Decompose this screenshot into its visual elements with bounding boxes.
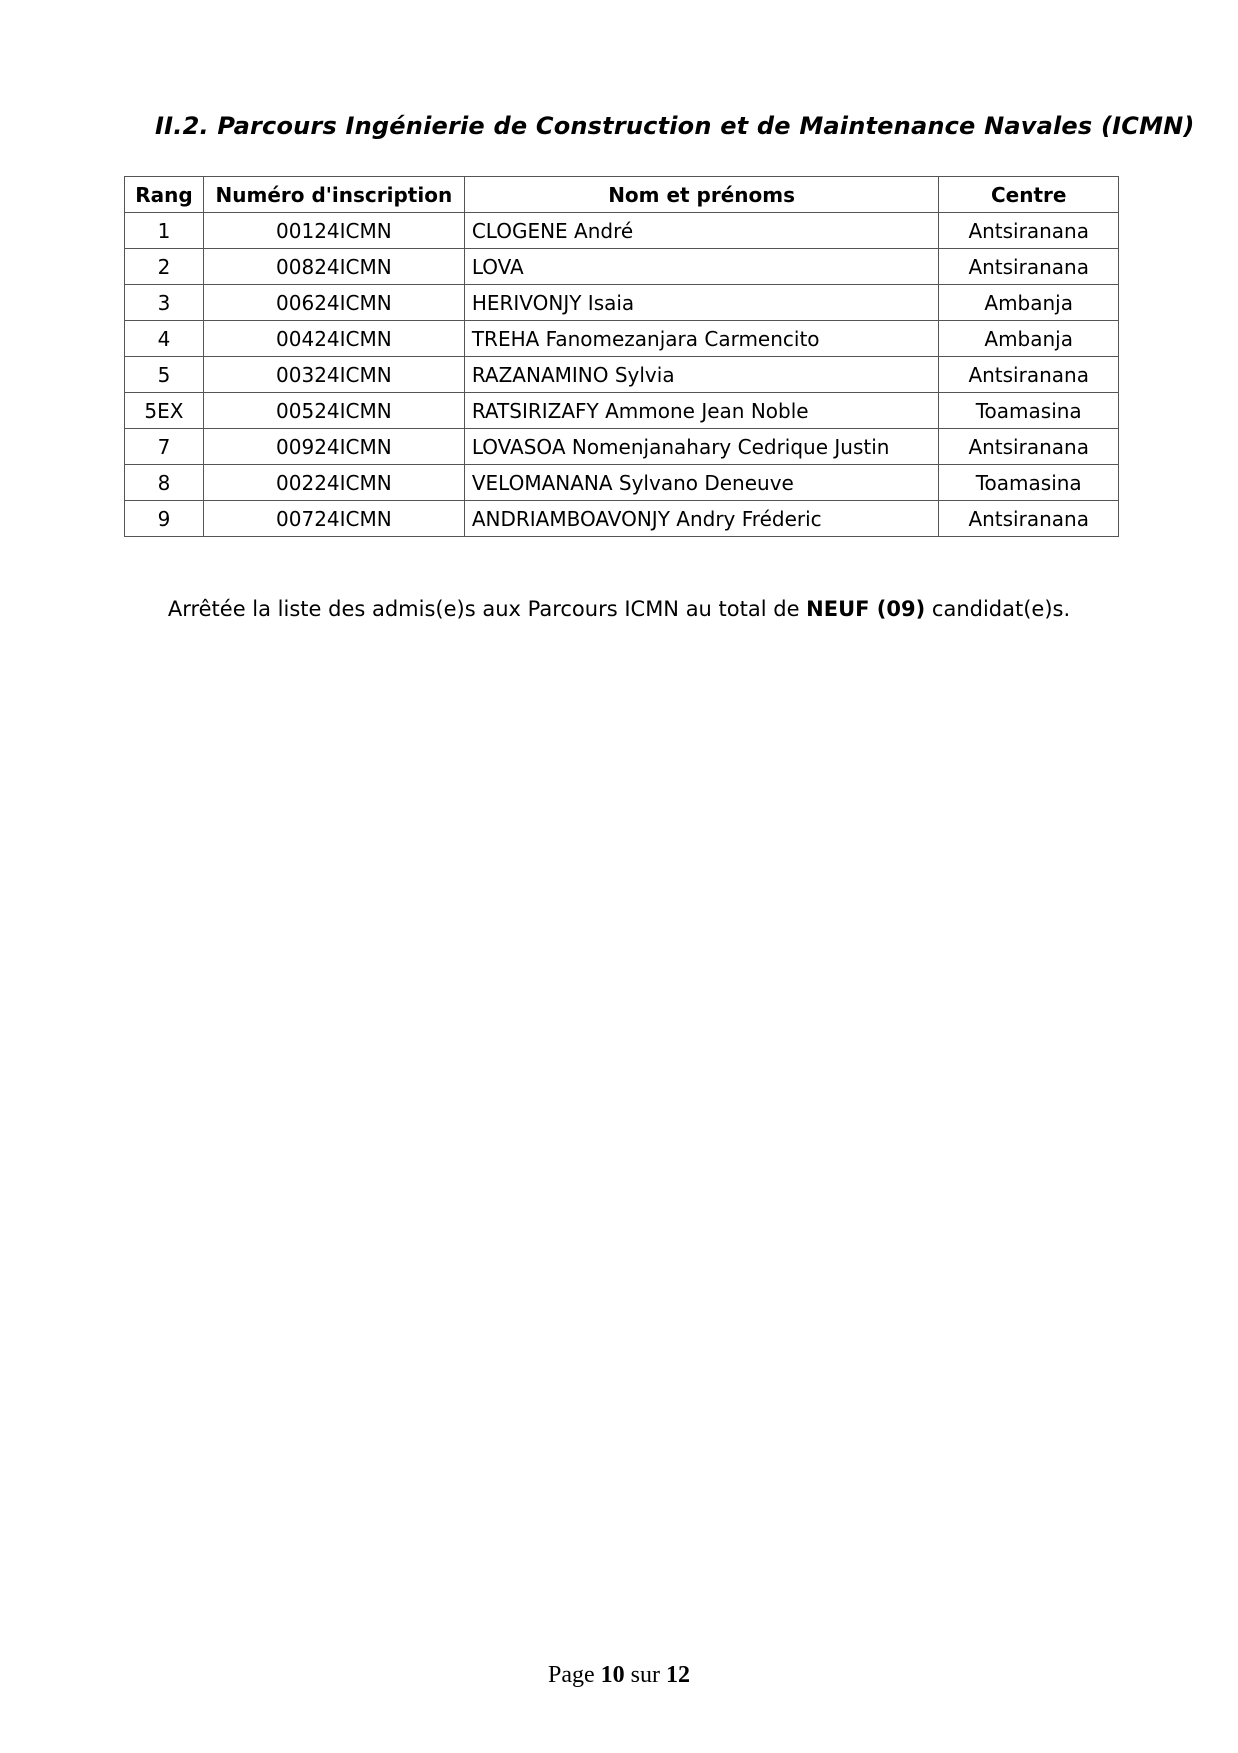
table-row xyxy=(125,249,1119,285)
table-row xyxy=(125,321,1119,357)
cell-numero: 00424ICMN xyxy=(203,321,464,357)
cell-centre: Ambanja xyxy=(939,321,1119,357)
closing-suffix: candidat(e)s. xyxy=(925,597,1071,621)
table-row xyxy=(125,357,1119,393)
header-numero-inscription: Numéro d'inscription xyxy=(203,177,464,213)
table-header-row xyxy=(125,177,1119,213)
cell-nom: LOVASOA Nomenjanahary Cedrique Justin xyxy=(464,429,939,465)
closing-prefix: Arrêtée la liste des admis(e)s aux Parcours ICMN au total de xyxy=(167,597,807,621)
cell-centre: Antsiranana xyxy=(939,501,1119,537)
cell-numero: 00824ICMN xyxy=(203,249,464,285)
table-row xyxy=(125,285,1119,321)
cell-centre: Antsiranana xyxy=(939,357,1119,393)
closing-statement xyxy=(0,597,1238,621)
table-row xyxy=(125,429,1119,465)
page-footer xyxy=(0,1662,1238,1689)
footer-sur-word: sur xyxy=(624,1662,666,1688)
admitted-candidates-table xyxy=(124,176,1119,537)
cell-rang: 9 xyxy=(125,501,204,537)
cell-nom: RAZANAMINO Sylvia xyxy=(464,357,939,393)
cell-nom: CLOGENE André xyxy=(464,213,939,249)
cell-centre: Ambanja xyxy=(939,285,1119,321)
footer-page-word: Page xyxy=(548,1662,601,1688)
cell-rang: 5 xyxy=(125,357,204,393)
cell-nom: LOVA xyxy=(464,249,939,285)
cell-numero: 00624ICMN xyxy=(203,285,464,321)
cell-numero: 00924ICMN xyxy=(203,429,464,465)
cell-numero: 00524ICMN xyxy=(203,393,464,429)
section-title: II.2. Parcours Ingénierie de Construction et de Maintenance Navales (ICMN) xyxy=(155,112,1195,140)
table-row xyxy=(125,213,1119,249)
cell-centre: Antsiranana xyxy=(939,429,1119,465)
cell-numero: 00724ICMN xyxy=(203,501,464,537)
footer-total-pages: 12 xyxy=(666,1662,690,1688)
cell-nom: VELOMANANA Sylvano Deneuve xyxy=(464,465,939,501)
header-centre: Centre xyxy=(939,177,1119,213)
cell-nom: HERIVONJY Isaia xyxy=(464,285,939,321)
cell-rang: 7 xyxy=(125,429,204,465)
table-row xyxy=(125,501,1119,537)
cell-centre: Toamasina xyxy=(939,393,1119,429)
cell-centre: Antsiranana xyxy=(939,213,1119,249)
table-row xyxy=(125,465,1119,501)
cell-rang: 8 xyxy=(125,465,204,501)
cell-centre: Toamasina xyxy=(939,465,1119,501)
cell-numero: 00224ICMN xyxy=(203,465,464,501)
footer-page-number: 10 xyxy=(600,1662,625,1688)
cell-nom: TREHA Fanomezanjara Carmencito xyxy=(464,321,939,357)
cell-nom: RATSIRIZAFY Ammone Jean Noble xyxy=(464,393,939,429)
header-rang: Rang xyxy=(125,177,204,213)
cell-nom: ANDRIAMBOAVONJY Andry Fréderic xyxy=(464,501,939,537)
table-row xyxy=(125,393,1119,429)
cell-rang: 1 xyxy=(125,213,204,249)
header-nom-prenoms: Nom et prénoms xyxy=(464,177,939,213)
cell-numero: 00324ICMN xyxy=(203,357,464,393)
closing-count: NEUF (09) xyxy=(806,597,926,621)
cell-centre: Antsiranana xyxy=(939,249,1119,285)
cell-rang: 4 xyxy=(125,321,204,357)
cell-rang: 2 xyxy=(125,249,204,285)
cell-rang: 3 xyxy=(125,285,204,321)
cell-numero: 00124ICMN xyxy=(203,213,464,249)
cell-rang: 5EX xyxy=(125,393,204,429)
